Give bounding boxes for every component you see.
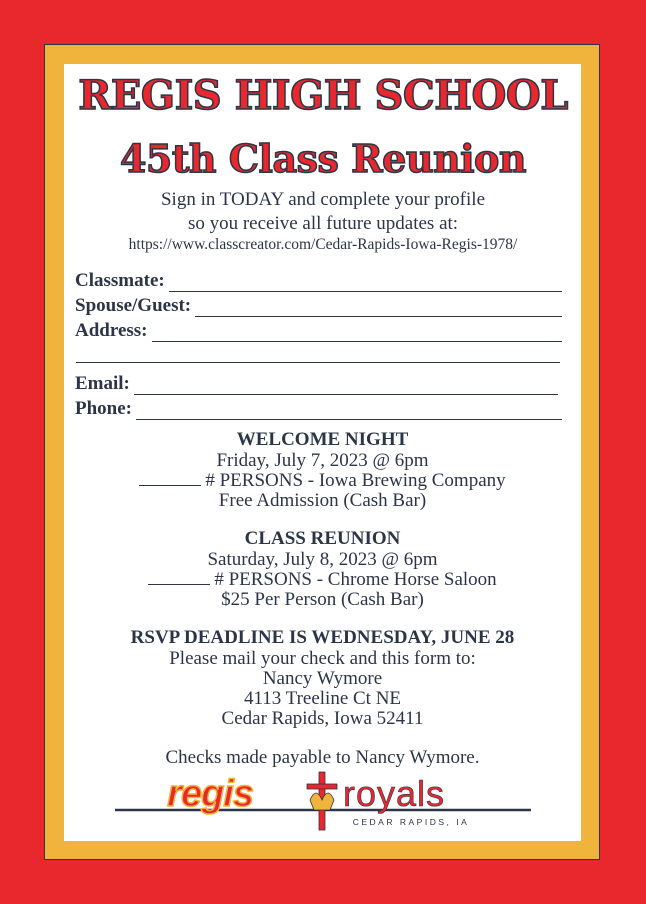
welcome-heading: WELCOME NIGHT [236, 429, 409, 450]
rsvp-instruction: Please mail your check and this form to: [169, 648, 476, 669]
email-field[interactable] [75, 373, 558, 395]
profile-url[interactable]: https://www.classcreator.com/Cedar-Rapids-Iowa-Regis-1978/ [128, 236, 518, 253]
signin-line-1: Sign in TODAY and complete your profile [160, 189, 486, 210]
classmate-label: Classmate: [75, 270, 165, 291]
welcome-price: Free Admission (Cash Bar) [218, 490, 427, 511]
logo-word-royals: royals [343, 773, 446, 814]
phone-field[interactable] [75, 398, 562, 420]
signin-line-2: so you receive all future updates at: [187, 213, 459, 234]
address-line-2[interactable] [76, 362, 560, 363]
regis-royals-logo [113, 770, 533, 832]
reunion-persons[interactable] [64, 570, 581, 589]
event-title: 45th Class Reunion [119, 136, 527, 181]
reunion-price: $25 Per Person (Cash Bar) [221, 589, 424, 610]
cross-icon [307, 772, 337, 830]
logo-word-regis: regis [167, 773, 253, 815]
reunion-persons-blank[interactable] [148, 583, 210, 585]
rsvp-street: 4113 Treeline Ct NE [243, 688, 402, 709]
checks-note: Checks made payable to Nancy Wymore. [165, 747, 480, 768]
address-field[interactable] [75, 320, 562, 342]
spouse-field[interactable] [75, 295, 562, 317]
school-title: REGIS HIGH SCHOOL [78, 72, 568, 119]
rsvp-heading: RSVP DEADLINE IS WEDNESDAY, JUNE 28 [130, 627, 515, 648]
spouse-label: Spouse/Guest: [75, 295, 192, 316]
reunion-heading: CLASS REUNION [244, 528, 401, 549]
welcome-persons-text: # PERSONS - Iowa Brewing Company [205, 470, 506, 491]
welcome-persons[interactable] [64, 471, 581, 490]
reunion-persons-text: # PERSONS - Chrome Horse Saloon [214, 569, 497, 590]
rsvp-name: Nancy Wymore [262, 668, 383, 689]
logo-location: CEDAR RAPIDS, IA [352, 817, 470, 827]
address-label: Address: [75, 320, 148, 341]
email-label: Email: [75, 373, 130, 394]
welcome-date: Friday, July 7, 2023 @ 6pm [216, 450, 429, 471]
rsvp-city: Cedar Rapids, Iowa 52411 [221, 708, 424, 729]
classmate-field[interactable] [75, 270, 562, 292]
reunion-date: Saturday, July 8, 2023 @ 6pm [207, 549, 438, 570]
welcome-persons-blank[interactable] [139, 484, 201, 486]
phone-label: Phone: [75, 398, 132, 419]
